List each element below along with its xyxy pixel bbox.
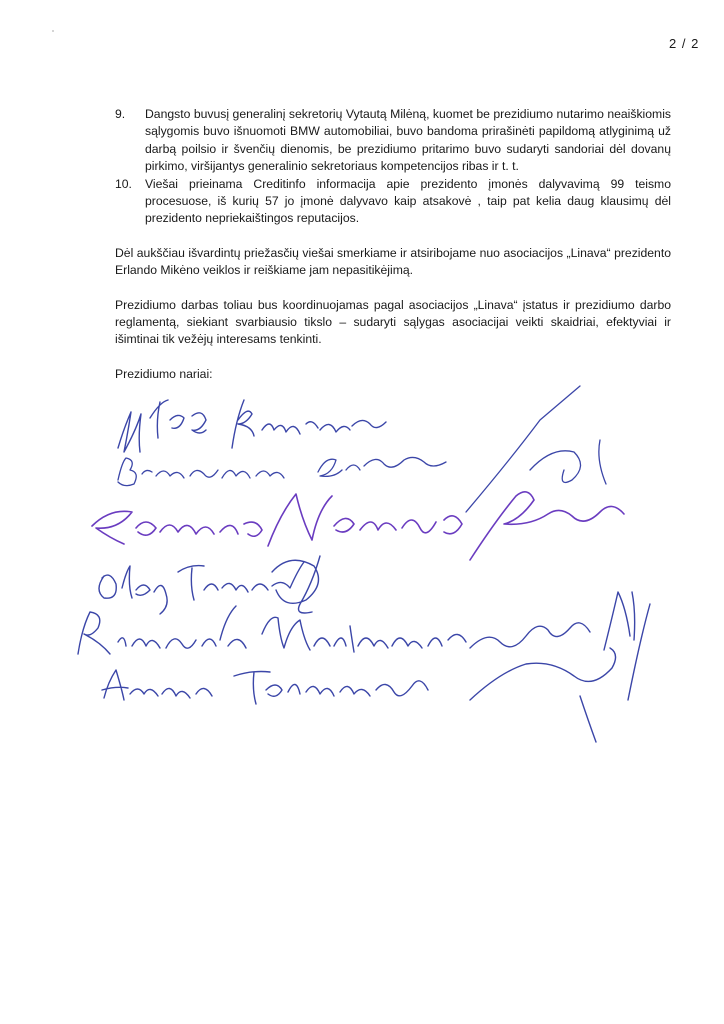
signature	[118, 386, 606, 512]
list-item-number: 9.	[115, 107, 126, 121]
list-item-number: 10.	[115, 176, 132, 191]
list-item-text: Viešai prieinama Creditinfo informacija apie prezidento įmonės dalyvavimą 99 teismo procesuose, iš kurių 57 jo įmonė dalyvavo kaip atsakovė , taip pat kelia daug klausimų dėl prezidento nepriekaištingos reputacijos.	[145, 176, 671, 226]
scan-speck	[52, 30, 54, 32]
signature	[118, 400, 386, 452]
signature	[99, 556, 320, 614]
signature	[102, 648, 616, 742]
coordination-paragraph: Prezidiumo darbas toliau bus koordinuojamas pagal asociacijos „Linava“ įstatus ir prezidiumo darbo reglamentą, siekiant svarbiausio tikslo – sudaryti sąlygas asociacijai veikti skaidriai, efektyviai ir išimtinai tik vežėjų interesams tenkinti.	[115, 297, 671, 347]
list-item-text: Dangsto buvusį generalinį sekretorių Vytautą Milėną, kuomet be prezidiumo nutarimo neaiškiomis sąlygomis buvo išnuomoti BMW automobiliai, buvo bandoma prirašinėti papildomą atlyginimą už darbą poilsio ir švenčių dienomis, be prezidiumo pritarimo buvo sudaryti sandoriai dėl dovanų pirkimo, viršijantys generalinio sekretoriaus kompetencijos ribas ir t. t.	[145, 107, 671, 174]
statement-paragraph: Dėl aukščiau išvardintų priežasčių viešai smerkiame ir atsiribojame nuo asociacijos „Linava“ prezidento Erlando Mikėno veiklos ir reiškiame jam nepasitikėjimą.	[115, 245, 671, 278]
signature	[78, 592, 650, 700]
list-item	[115, 176, 671, 228]
numbered-list	[115, 106, 671, 228]
document-body	[115, 106, 671, 383]
members-label: Prezidiumo nariai:	[115, 366, 213, 381]
signature	[92, 492, 624, 560]
list-item	[115, 106, 671, 176]
page-number: 2 / 2	[669, 36, 700, 51]
